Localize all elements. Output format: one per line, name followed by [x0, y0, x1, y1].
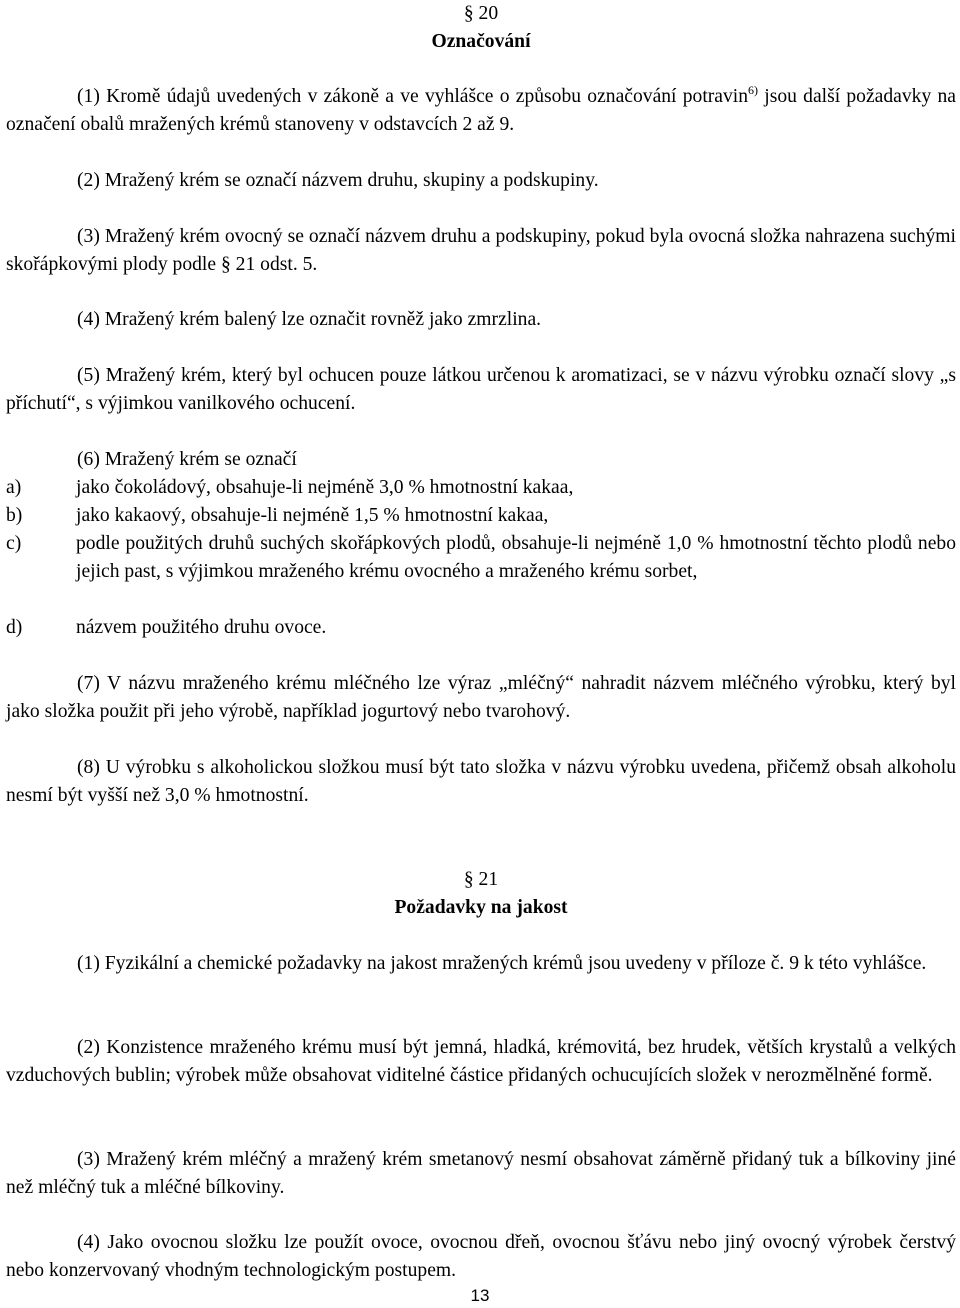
section-21-title: Požadavky na jakost — [394, 897, 568, 918]
s20-paragraph-7: (7) V názvu mraženého krému mléčného lze výraz „mléčný“ nahradit názvem mléčného výrobku, který byl jako složka použit při jeho výrobě, například jogurtový nebo tvarohový. — [6, 673, 956, 722]
list-item-text: jako kakaový, obsahuje-li nejméně 1,5 % hmotnostní kakaa, — [76, 505, 549, 526]
s20-paragraph-4: (4) Mražený krém balený lze označit rovněž jako zmrzlina. — [77, 309, 542, 330]
list-item-text: jako čokoládový, obsahuje-li nejméně 3,0 % hmotnostní kakaa, — [76, 477, 574, 498]
list-item-c — [6, 530, 956, 586]
s21-paragraph-3: (3) Mražený krém mléčný a mražený krém smetanový nesmí obsahovat záměrně přidaný tuk a bílkoviny jiné než mléčný tuk a mléčné bílkoviny. — [6, 1149, 956, 1198]
list-item-label: a) — [6, 477, 22, 498]
list-item-b — [6, 502, 956, 530]
section-20-heading: § 20 — [463, 3, 499, 24]
s21-paragraph-1: (1) Fyzikální a chemické požadavky na jakost mražených krémů jsou uvedeny v příloze č. 9 k této vyhlášce. — [77, 953, 927, 974]
list-item-label: c) — [6, 533, 22, 554]
section-20-title: Označování — [431, 31, 531, 52]
s20-paragraph-5: (5) Mražený krém, který byl ochucen pouze látkou určenou k aromatizaci, se v názvu výrobku označí slovy „s příchutí“, s výjimkou vanilkového ochucení. — [6, 365, 956, 414]
section-21-heading: § 21 — [463, 869, 499, 890]
s20-paragraph-1 — [6, 83, 956, 139]
s20-p1-text: (1) Kromě údajů uvedených v zákoně a ve vyhlášce o způsobu označování potravin — [77, 86, 749, 107]
s21-paragraph-2: (2) Konzistence mraženého krému musí být jemná, hladká, krémovitá, bez hrudek, větších krystalů a velkých vzduchových bublin; výrobek může obsahovat viditelné částice přidaných ochucujících složek v nerozmělněné formě. — [6, 1037, 956, 1086]
s20-paragraph-8: (8) U výrobku s alkoholickou složkou musí být tato složka v názvu výrobku uvedena, přičemž obsah alkoholu nesmí být vyšší než 3,0 % hmotnostní. — [6, 757, 956, 806]
s21-paragraph-4: (4) Jako ovocnou složku lze použít ovoce, ovocnou dřeň, ovocnou šťávu nebo jiný ovocný výrobek čerstvý nebo konzervovaný vhodným technologickým postupem. — [6, 1232, 956, 1281]
list-item-text: názvem použitého druhu ovoce. — [76, 617, 327, 638]
list-item-label: b) — [6, 505, 23, 526]
s20-p1-rest: jsou další požadavky na označení obalů mražených krémů stanoveny v odstavcích 2 až 9. — [6, 86, 956, 135]
list-item-text: podle použitých druhů suchých skořápkových plodů, obsahuje-li nejméně 1,0 % hmotnostní těchto plodů nebo jejich past, s výjimkou mraženého krému ovocného a mraženého krému sorbet, — [76, 533, 956, 582]
list-item-d — [6, 614, 956, 642]
page-number: 13 — [470, 1286, 490, 1305]
list-item-label: d) — [6, 617, 23, 638]
s20-paragraph-6-intro: (6) Mražený krém se označí — [77, 449, 297, 470]
footnote-ref: 6) — [748, 83, 759, 97]
s20-paragraph-3: (3) Mražený krém ovocný se označí názvem druhu a podskupiny, pokud byla ovocná složka nahrazena suchými skořápkovými plody podle § 21 odst. 5. — [6, 226, 956, 275]
s20-paragraph-2: (2) Mražený krém se označí názvem druhu, skupiny a podskupiny. — [77, 170, 599, 191]
list-item-a — [6, 474, 956, 502]
